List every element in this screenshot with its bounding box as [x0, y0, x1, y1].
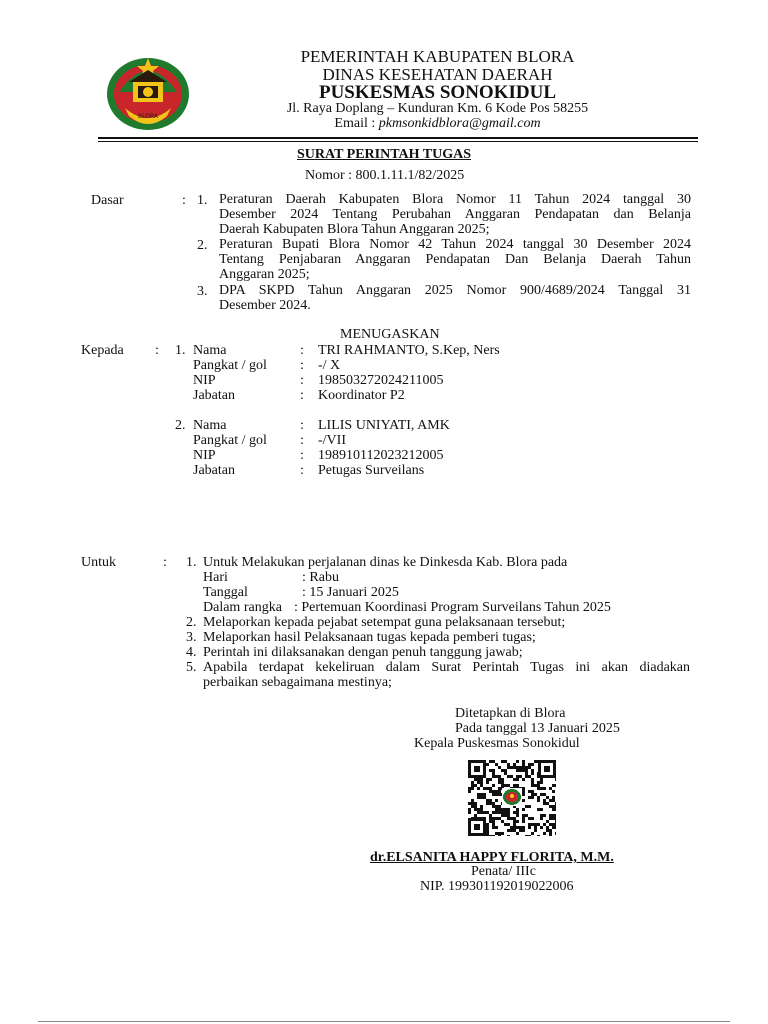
field-value: 198503272024211005 — [318, 373, 444, 388]
untuk-item-text: Perintah ini dilaksanakan dengan penuh tanggung jawab; — [203, 645, 523, 660]
field-label: Jabatan — [193, 463, 235, 478]
field-label: Jabatan — [193, 388, 235, 403]
header-government: PEMERINTAH KABUPATEN BLORA — [300, 47, 575, 66]
dasar-item-line: DPA SKPD Tahun Anggaran 2025 Nomor 900/4689/2024 Tanggal 31 — [219, 283, 691, 298]
blora-regency-logo — [105, 52, 191, 134]
field-value: 198910112023212005 — [318, 448, 444, 463]
header-rule-thin — [98, 141, 698, 142]
dasar-item-line: Desember 2024. — [219, 298, 311, 313]
field-value: -/ X — [318, 358, 341, 373]
page-bottom-rule — [38, 1021, 730, 1022]
person-number: 2. — [175, 418, 186, 433]
detail-value: : Pertemuan Koordinasi Program Surveilans Tahun 2025 — [294, 600, 611, 615]
detail-label: Dalam rangka — [203, 600, 282, 615]
signature-position: Kepala Puskesmas Sonokidul — [414, 736, 580, 751]
untuk-item-number: 2. — [186, 615, 197, 630]
dasar-item-number: 1. — [197, 193, 208, 208]
dasar-item-line: Tentang Penjabaran Anggaran Pendapatan Dan Belanja Daerah Tahun — [219, 252, 691, 267]
untuk-item-number: 4. — [186, 645, 197, 660]
signer-name: dr.ELSANITA HAPPY FLORITA, M.M. — [370, 850, 614, 865]
header-email — [240, 117, 635, 131]
dasar-item-number: 2. — [197, 238, 208, 253]
field-value: TRI RAHMANTO, S.Kep, Ners — [318, 343, 500, 358]
untuk-item-text: Melaporkan hasil Pelaksanaan tugas kepada pemberi tugas; — [203, 630, 536, 645]
untuk-item-number: 1. — [186, 555, 197, 570]
field-value: Petugas Surveilans — [318, 463, 425, 478]
dasar-item-line: Anggaran 2025; — [219, 267, 310, 282]
field-label: NIP — [193, 373, 216, 388]
logo-text: BLORA — [138, 113, 158, 120]
dasar-label: Dasar — [91, 193, 124, 208]
field-colon: : — [300, 358, 304, 373]
detail-label: Tanggal — [203, 585, 248, 600]
header-address: Jl. Raya Doplang – Kunduran Km. 6 Kode Pos 58255 — [286, 101, 589, 116]
field-colon: : — [300, 388, 304, 403]
untuk-colon: : — [163, 555, 167, 570]
field-label: Pangkat / gol — [193, 358, 267, 373]
field-colon: : — [300, 433, 304, 448]
field-label: Nama — [193, 343, 227, 358]
dasar-item-line: Peraturan Daerah Kabupaten Blora Nomor 11 Tahun 2024 tanggal 30 — [219, 192, 691, 207]
field-label: NIP — [193, 448, 216, 463]
untuk-item-number: 5. — [186, 660, 197, 675]
field-colon: : — [300, 463, 304, 478]
qr-code-signature — [468, 760, 556, 836]
signer-nip: NIP. 199301192019022006 — [420, 879, 574, 894]
detail-value: : 15 Januari 2025 — [302, 585, 399, 600]
field-colon: : — [300, 343, 304, 358]
field-colon: : — [300, 373, 304, 388]
detail-label: Hari — [203, 570, 228, 585]
dasar-item-number: 3. — [197, 284, 208, 299]
field-colon: : — [300, 418, 304, 433]
dasar-item-line: Desember 2024 Tentang Perubahan Anggaran Pendapatan dan Belanja — [219, 207, 691, 222]
menugaskan-heading: MENUGASKAN — [340, 327, 440, 342]
kepada-label: Kepada — [81, 343, 124, 358]
field-value: LILIS UNIYATI, AMK — [318, 418, 450, 433]
email-address: pkmsonkidblora@gmail.com — [378, 116, 541, 131]
field-value: -/VII — [318, 433, 346, 448]
document-title: SURAT PERINTAH TUGAS — [297, 147, 472, 162]
person-number: 1. — [175, 343, 186, 358]
header-agency: DINAS KESEHATAN DAERAH — [322, 65, 553, 84]
untuk-item-text: perbaikan sebagaimana mestinya; — [203, 675, 392, 690]
signature-place: Ditetapkan di Blora — [455, 706, 566, 721]
signature-date: Pada tanggal 13 Januari 2025 — [455, 721, 620, 736]
detail-value: : Rabu — [302, 570, 339, 585]
untuk-item-text: Untuk Melakukan perjalanan dinas ke Dinkesda Kab. Blora pada — [203, 555, 568, 570]
untuk-item-number: 3. — [186, 630, 197, 645]
header-institution: PUSKESMAS SONOKIDUL — [318, 82, 557, 103]
dasar-item-line: Daerah Kabupaten Blora Tahun Anggaran 2025; — [219, 222, 490, 237]
untuk-item-text: Melaporkan kepada pejabat setempat guna pelaksanaan tersebut; — [203, 615, 566, 630]
header-rule-thick — [98, 137, 698, 139]
email-label: Email : — [334, 116, 376, 131]
field-value: Koordinator P2 — [318, 388, 405, 403]
untuk-label: Untuk — [81, 555, 116, 570]
field-label: Nama — [193, 418, 227, 433]
dasar-item-line: Peraturan Bupati Blora Nomor 42 Tahun 2024 tanggal 30 Desember 2024 — [219, 237, 691, 252]
field-label: Pangkat / gol — [193, 433, 267, 448]
field-colon: : — [300, 448, 304, 463]
document-number: Nomor : 800.1.11.1/82/2025 — [305, 168, 465, 183]
signer-rank: Penata/ IIIc — [471, 864, 536, 879]
dasar-colon: : — [182, 193, 186, 208]
kepada-colon: : — [155, 343, 159, 358]
untuk-item-text: Apabila terdapat kekeliruan dalam Surat Perintah Tugas ini akan diadakan — [203, 660, 690, 675]
